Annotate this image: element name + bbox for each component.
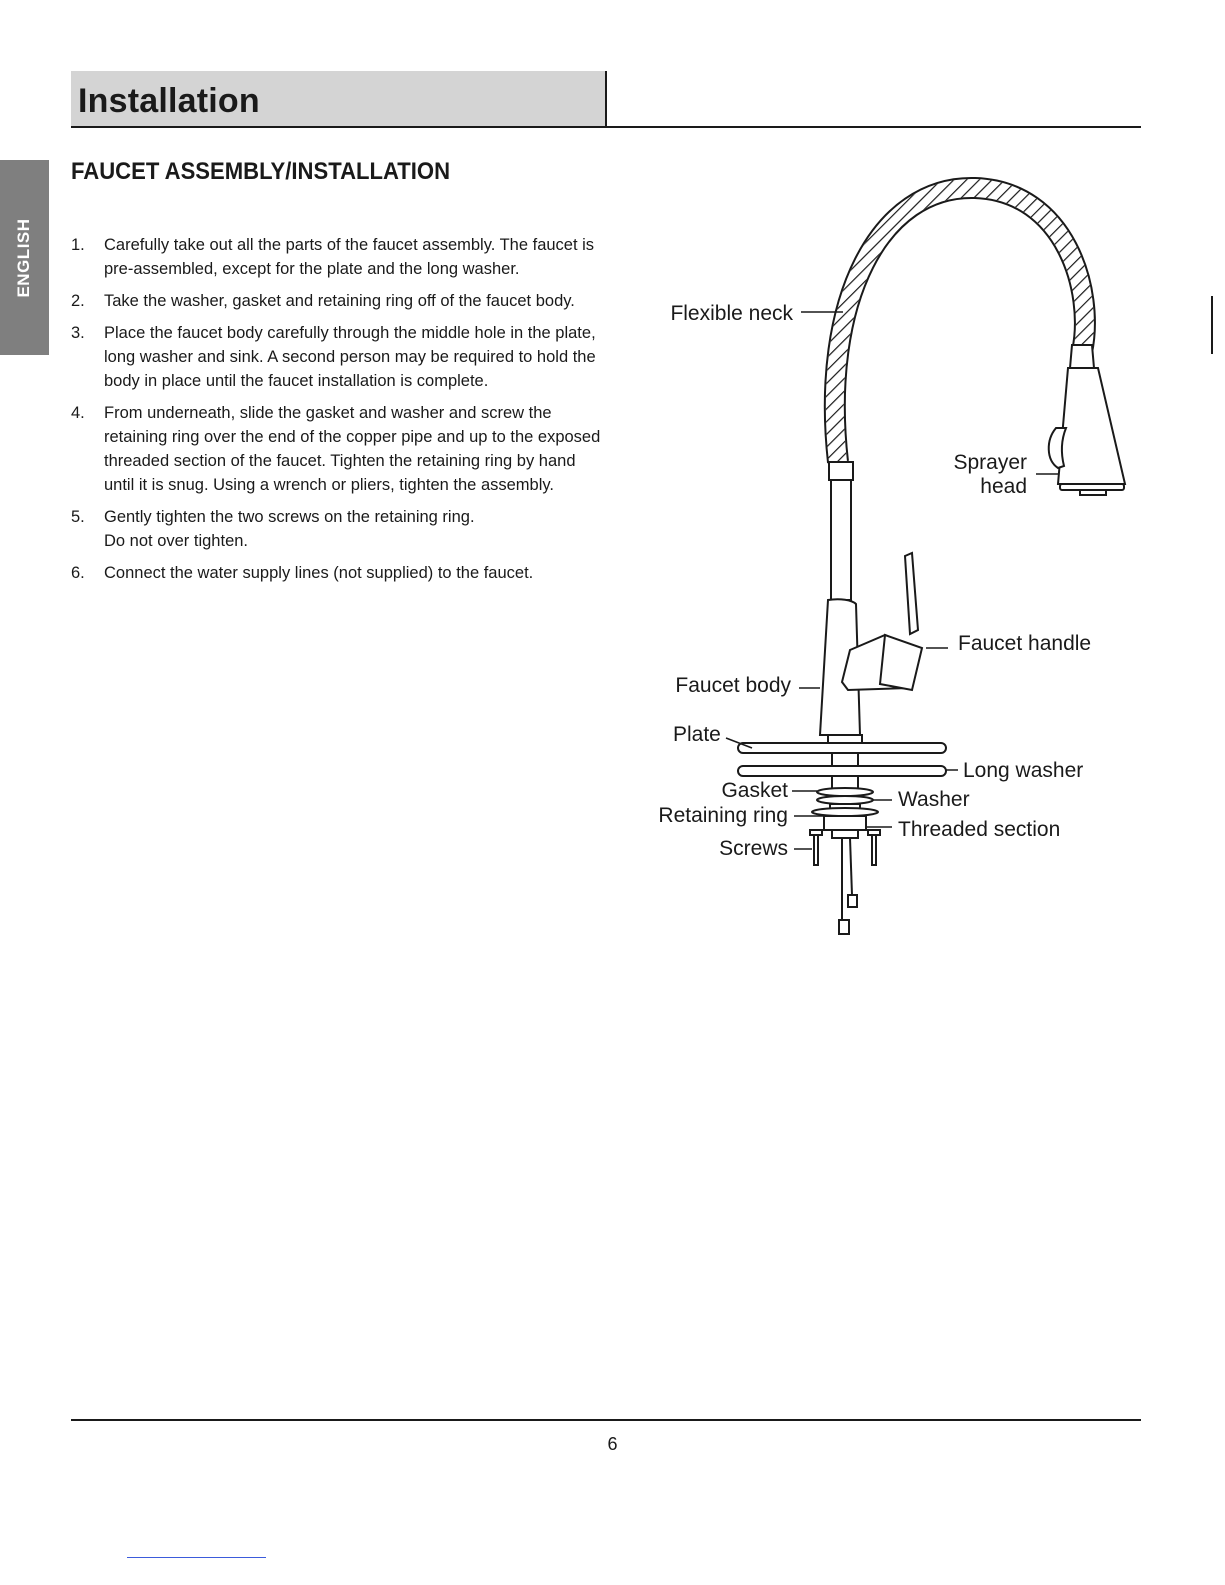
label-sprayer-head-line1: Sprayer bbox=[953, 451, 1027, 474]
label-plate: Plate bbox=[673, 723, 721, 746]
bottom-link-underline bbox=[127, 1557, 266, 1558]
step-item bbox=[71, 321, 626, 393]
right-edge-mark bbox=[1211, 296, 1213, 354]
label-gasket: Gasket bbox=[721, 779, 788, 802]
sprayer-head-part bbox=[1049, 345, 1125, 495]
step-text-line: Gently tighten the two screws on the retaining ring. bbox=[104, 508, 475, 526]
header-rule bbox=[71, 126, 1141, 128]
step-text-line: Take the washer, gasket and retaining ring off of the faucet body. bbox=[104, 292, 575, 310]
footer-rule bbox=[71, 1419, 1141, 1421]
step-text-line: Connect the water supply lines (not supplied) to the faucet. bbox=[104, 564, 534, 582]
step-text-line: Do not over tighten. bbox=[104, 532, 249, 550]
label-flexible-neck: Flexible neck bbox=[670, 302, 793, 325]
step-number: 4. bbox=[71, 404, 85, 422]
label-screws: Screws bbox=[719, 837, 788, 860]
step-text-line: threaded section of the faucet. Tighten the retaining ring by hand bbox=[104, 452, 576, 470]
step-item bbox=[71, 233, 626, 281]
supply-lines-part bbox=[839, 838, 857, 934]
label-sprayer-head-line2: head bbox=[980, 475, 1027, 498]
step-number: 5. bbox=[71, 508, 85, 526]
step-text-line: Carefully take out all the parts of the faucet assembly. The faucet is bbox=[104, 236, 595, 254]
step-text-line: pre-assembled, except for the plate and the long washer. bbox=[104, 260, 520, 278]
step-item bbox=[71, 505, 626, 553]
label-faucet-handle: Faucet handle bbox=[958, 632, 1092, 655]
flexible-neck-part bbox=[835, 188, 1085, 462]
step-text-line: body in place until the faucet installation is complete. bbox=[104, 372, 489, 390]
step-text-line: retaining ring over the end of the copper pipe and up to the exposed bbox=[104, 428, 601, 446]
language-tab-label: ENGLISH bbox=[14, 218, 33, 298]
faucet-diagram bbox=[640, 175, 1200, 955]
step-text-line: long washer and sink. A second person may be required to hold the bbox=[104, 348, 596, 366]
step-item bbox=[71, 561, 626, 585]
page-title: Installation bbox=[78, 82, 260, 120]
label-long-washer: Long washer bbox=[963, 759, 1084, 782]
header-divider bbox=[605, 71, 607, 128]
step-item bbox=[71, 289, 626, 313]
instruction-steps bbox=[71, 233, 626, 593]
page-number: 6 bbox=[607, 1434, 618, 1454]
step-item bbox=[71, 401, 626, 497]
step-number: 2. bbox=[71, 292, 85, 310]
step-number: 6. bbox=[71, 564, 85, 582]
label-faucet-body: Faucet body bbox=[675, 674, 791, 697]
neck-pipe-part bbox=[829, 462, 853, 600]
label-threaded-section: Threaded section bbox=[898, 818, 1061, 841]
step-text-line: until it is snug. Using a wrench or pliers, tighten the assembly. bbox=[104, 476, 554, 494]
step-number: 3. bbox=[71, 324, 85, 342]
section-title: FAUCET ASSEMBLY/INSTALLATION bbox=[71, 158, 451, 185]
step-text-line: Place the faucet body carefully through the middle hole in the plate, bbox=[104, 324, 596, 342]
label-retaining-ring: Retaining ring bbox=[658, 804, 788, 827]
label-washer: Washer bbox=[898, 788, 970, 811]
step-text-line: From underneath, slide the gasket and washer and screw the bbox=[104, 404, 552, 422]
step-number: 1. bbox=[71, 236, 85, 254]
